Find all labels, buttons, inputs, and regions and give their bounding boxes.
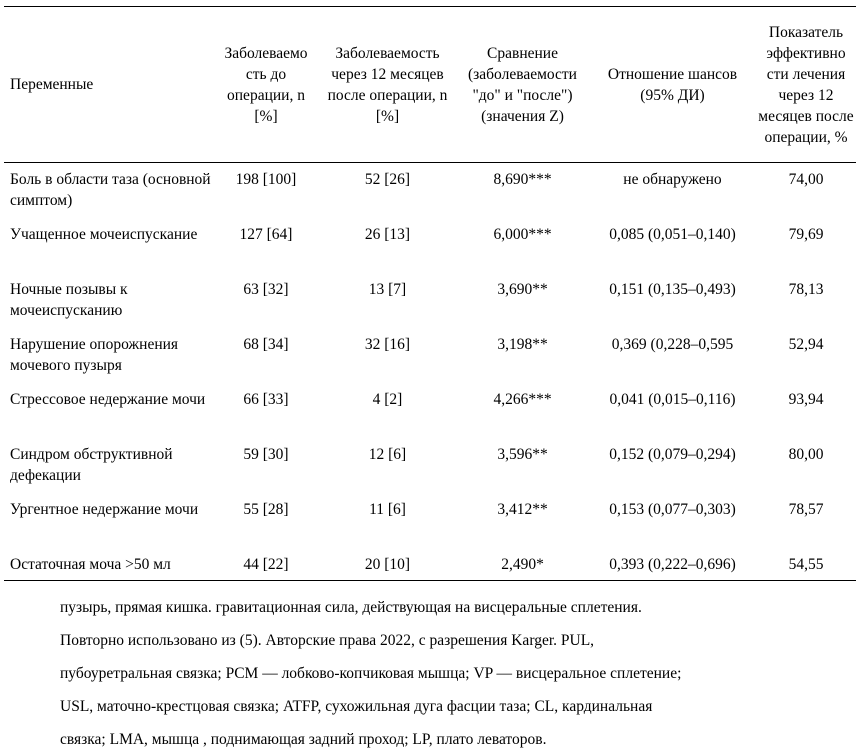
cell-after: 12 [6] (368, 445, 407, 463)
cell-variable: Боль в области таза (основной симптом) (10, 171, 211, 209)
cell-after: 26 [13] (364, 225, 411, 243)
cell-z: 3,412** (497, 500, 548, 518)
table-row (4, 273, 856, 328)
cell-z: 2,490* (456, 548, 589, 581)
caption-line: пузырь, прямая кишка. гравитационная сила, действующая на висцеральные сплетения. (60, 599, 642, 616)
header-row (4, 7, 856, 163)
cell-odds-ratio: 0,369 (0,228–0,595 (611, 335, 734, 353)
cell-odds-ratio: 0,152 (0,079–0,294) (609, 445, 736, 463)
cell-before: 68 [34] (243, 335, 289, 353)
cell-effectiveness: 80,00 (788, 445, 824, 463)
cell-z: 3,198** (497, 335, 548, 353)
table-header (4, 7, 856, 163)
cell-before: 59 [30] (243, 445, 289, 463)
figure-caption (60, 591, 850, 756)
cell-z: 8,690*** (493, 171, 552, 188)
table-row (4, 218, 856, 273)
caption-line: связка; LMA, мышца , поднимающая задний проход; LP, плато леваторов. (60, 731, 547, 748)
cell-after: 20 [10] (319, 548, 456, 581)
cell-after: 13 [7] (368, 280, 407, 298)
cell-before: 198 [100] (235, 171, 297, 188)
cell-z: 3,596** (497, 445, 548, 463)
table-row (4, 163, 856, 218)
cell-variable: Учащенное мочеиспускание (10, 225, 198, 243)
table-row (4, 548, 856, 581)
table-row (4, 438, 856, 493)
cell-before: 55 [28] (243, 500, 289, 518)
cell-odds-ratio: 0,041 (0,015–0,116) (609, 390, 736, 408)
table-row (4, 383, 856, 438)
cell-odds-ratio: 0,151 (0,135–0,493) (609, 280, 736, 298)
cell-variable: Ургентное недержание мочи (10, 500, 199, 518)
cell-after: 11 [6] (369, 500, 406, 518)
cell-effectiveness: 79,69 (788, 225, 824, 243)
cell-variable: Остаточная моча >50 мл (4, 548, 213, 581)
cell-effectiveness: 78,13 (788, 280, 824, 298)
cell-before: 63 [32] (243, 280, 289, 298)
cell-variable: Синдром обструктивной дефекации (10, 445, 173, 484)
header-before: Заболеваемо сть до операции, n [%] (213, 7, 319, 163)
header-after: Заболеваемость через 12 месяцев после операции, n [%] (319, 7, 456, 163)
cell-variable: Нарушение опорожнения мочевого пузыря (10, 335, 179, 374)
cell-effectiveness: 93,94 (788, 390, 824, 408)
cell-effectiveness: 78,57 (788, 500, 824, 518)
cell-z: 6,000*** (493, 225, 552, 243)
cell-before: 127 [64] (239, 225, 293, 243)
cell-before: 44 [22] (213, 548, 319, 581)
table-body (4, 163, 856, 581)
cell-odds-ratio: 0,153 (0,077–0,303) (609, 500, 736, 518)
results-table-container (4, 6, 856, 581)
cell-z: 4,266*** (493, 390, 552, 408)
cell-effectiveness: 74,00 (788, 171, 824, 188)
cell-odds-ratio: не обнаружено (623, 171, 722, 188)
cell-effectiveness: 52,94 (788, 335, 824, 353)
cell-odds-ratio: 0,393 (0,222–0,696) (589, 548, 756, 581)
cell-after: 52 [26] (364, 171, 411, 188)
header-variables: Переменные (4, 7, 213, 163)
header-comparison: Сравнение (заболеваемости "до" и "после") (значения Z) (456, 7, 589, 163)
caption-line: USL, маточно-крестцовая связка; ATFP, сухожильная дуга фасции таза; CL, кардинальная (60, 698, 653, 715)
cell-before: 66 [33] (243, 390, 289, 408)
cell-variable: Стрессовое недержание мочи (10, 390, 206, 408)
cell-after: 32 [16] (364, 335, 411, 353)
cell-odds-ratio: 0,085 (0,051–0,140) (609, 225, 736, 243)
cell-after: 4 [2] (372, 390, 403, 408)
header-effectiveness: Показатель эффективно сти лечения через 12 месяцев после операции, % (756, 7, 856, 163)
caption-line: пубоуретральная связка; PCM — лобково-копчиковая мышца; VP — висцеральное сплетение; (60, 665, 682, 682)
header-odds-ratio: Отношение шансов (95% ДИ) (589, 7, 756, 163)
results-table (4, 6, 856, 581)
table-row (4, 493, 856, 548)
table-row (4, 328, 856, 383)
cell-variable: Ночные позывы к мочеиспусканию (10, 280, 128, 319)
cell-z: 3,690** (497, 280, 548, 298)
caption-line: Повторно использовано из (5). Авторские права 2022, с разрешения Karger. PUL, (60, 632, 595, 649)
cell-effectiveness: 54,55 (756, 548, 856, 581)
